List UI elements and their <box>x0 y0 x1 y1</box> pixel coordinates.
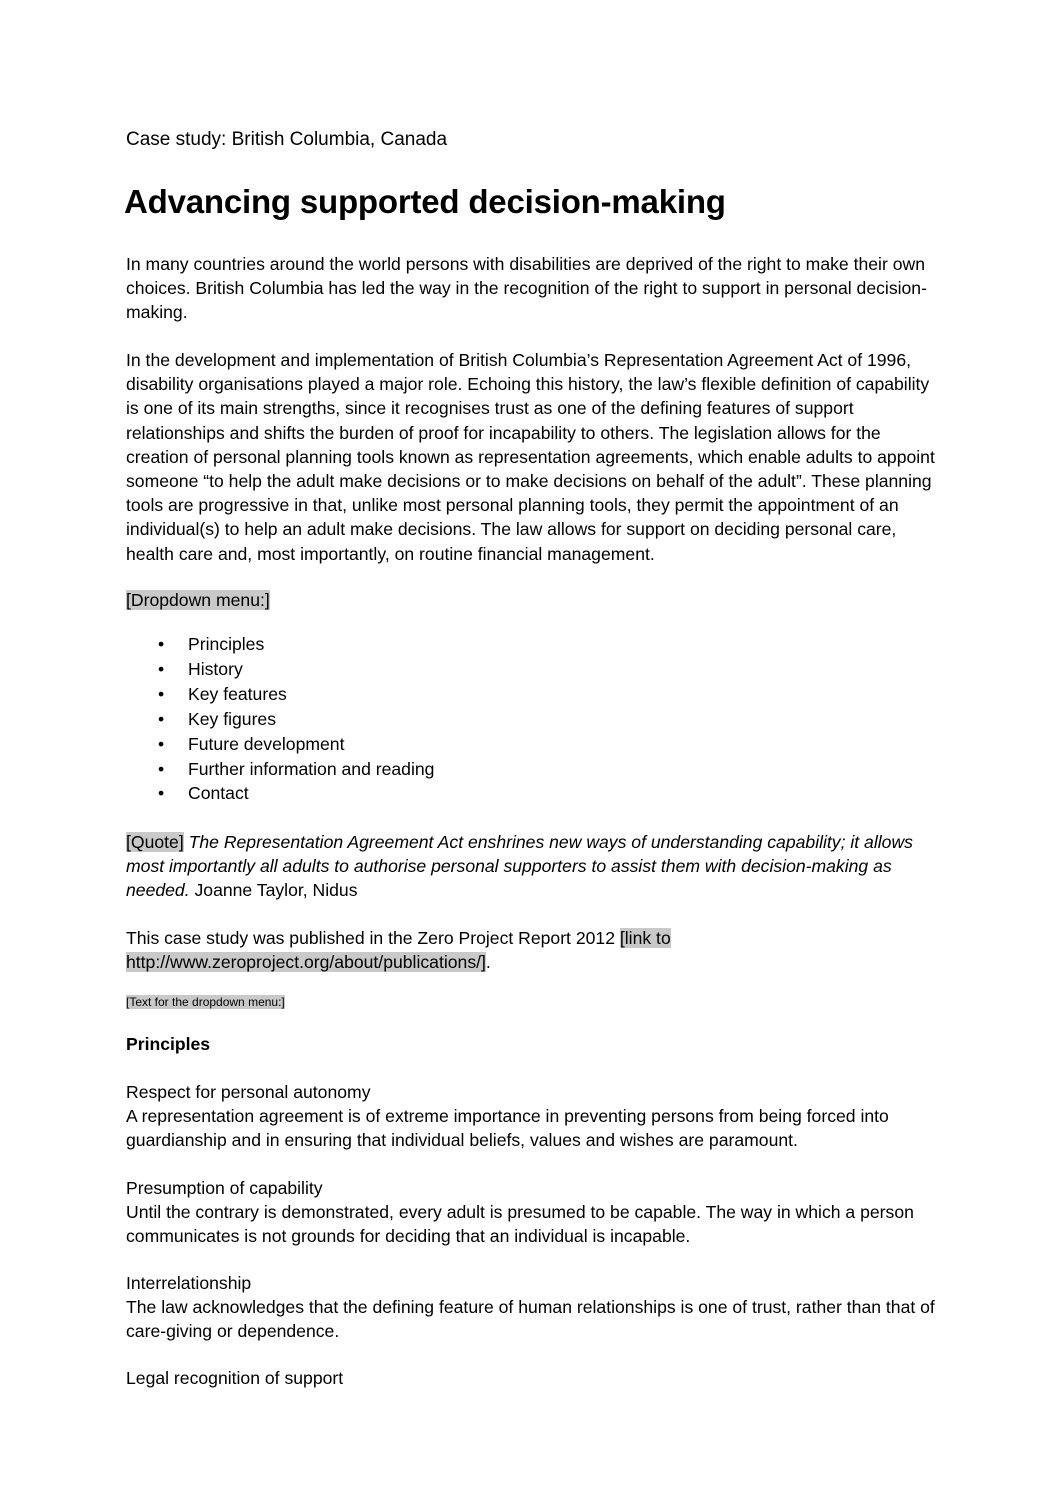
intro-paragraph-2: In the development and implementation of British Columbia’s Representation Agreement Act of 1996, disability organisations played a major role. Echoing this history, the law’s flexible definition of capability is one of its main strengths, since it recognises trust as one of the defining features of support relationships and shifts the burden of proof for incapability to others. The legislation allows for the creation of personal planning tools known as representation agreements, which enable adults to appoint someone “to help the adult make decisions or to make decisions on behalf of the adult”. These planning tools are progressive in that, unlike most personal planning tools, they permit the appointment of an individual(s) to help an adult make decisions. The law allows for support on deciding personal care, health care and, most importantly, on routine financial management. <box>126 350 935 564</box>
menu-item-key-figures[interactable] <box>126 707 434 732</box>
menu-item-label: Future development <box>188 733 345 754</box>
principle-capability-text: Until the contrary is demonstrated, every adult is presumed to be capable. The way in which a person communicates is not grounds for deciding that an individual is incapable. <box>126 1202 914 1247</box>
principle-autonomy-text: A representation agreement is of extreme importance in preventing persons from being forced into guardianship and in ensuring that individual beliefs, values and wishes are paramount. <box>126 1106 889 1151</box>
publication-link[interactable]: [link to http://www.zeroproject.org/about/publications/] <box>126 928 671 973</box>
principle-interrelationship-title: Interrelationship <box>126 1273 252 1293</box>
bullet: • <box>158 733 165 754</box>
publication-note <box>126 926 726 974</box>
bullet: • <box>158 708 165 729</box>
principles-heading: Principles <box>126 1034 211 1054</box>
page-title: Advancing supported decision-making <box>124 183 726 220</box>
menu-item-label: Principles <box>188 634 265 654</box>
dropdown-menu-tag: [Dropdown menu:] <box>126 590 270 610</box>
quote-tag: [Quote] <box>126 832 184 852</box>
principle-capability-title: Presumption of capability <box>126 1178 323 1198</box>
bullet: • <box>158 783 165 804</box>
bullet: • <box>158 658 165 679</box>
publication-end: . <box>485 952 491 973</box>
dropdown-text-tag: [Text for the dropdown menu:] <box>126 995 285 1009</box>
quote-text: The Representation Agreement Act enshrines new ways of understanding capability; it allows most importantly all adults to authorise personal supporters to assist them with decision-making as needed. <box>126 832 913 901</box>
principle-interrelationship-text: The law acknowledges that the defining feature of human relationships is one of trust, rather than that of care-giving or dependence. <box>126 1297 935 1342</box>
menu-item-contact[interactable] <box>126 781 434 806</box>
intro-paragraph-1: In many countries around the world persons with disabilities are deprived of the right to make their own choices. British Columbia has led the way in the recognition of the right to support in personal decision-making. <box>126 254 927 323</box>
dropdown-label-line <box>126 588 938 612</box>
menu-item-history[interactable] <box>126 657 434 682</box>
quote-block <box>126 830 938 903</box>
dropdown-menu-list <box>126 632 434 806</box>
publication-text: This case study was published in the Zero Project Report 2012 <box>126 928 615 948</box>
bullet: • <box>158 683 165 704</box>
menu-item-label: History <box>188 658 243 679</box>
menu-item-key-features[interactable] <box>126 682 434 707</box>
menu-item-future-development[interactable] <box>126 732 434 757</box>
menu-item-label: Further information and reading <box>188 758 435 779</box>
menu-item-label: Key figures <box>188 708 277 729</box>
menu-item-label: Contact <box>188 783 249 804</box>
dropdown-text-tag-line <box>126 994 285 1010</box>
bullet: • <box>158 758 165 779</box>
menu-item-further-information[interactable] <box>126 757 434 782</box>
menu-item-label: Key features <box>188 683 287 704</box>
case-study-subtitle: Case study: British Columbia, Canada <box>126 129 448 150</box>
menu-item-principles[interactable] <box>126 632 434 657</box>
principle-autonomy-title: Respect for personal autonomy <box>126 1082 371 1102</box>
quote-attribution: Joanne Taylor, Nidus <box>194 880 358 901</box>
principle-legal-support-title: Legal recognition of support <box>126 1368 344 1388</box>
bullet: • <box>158 634 165 654</box>
